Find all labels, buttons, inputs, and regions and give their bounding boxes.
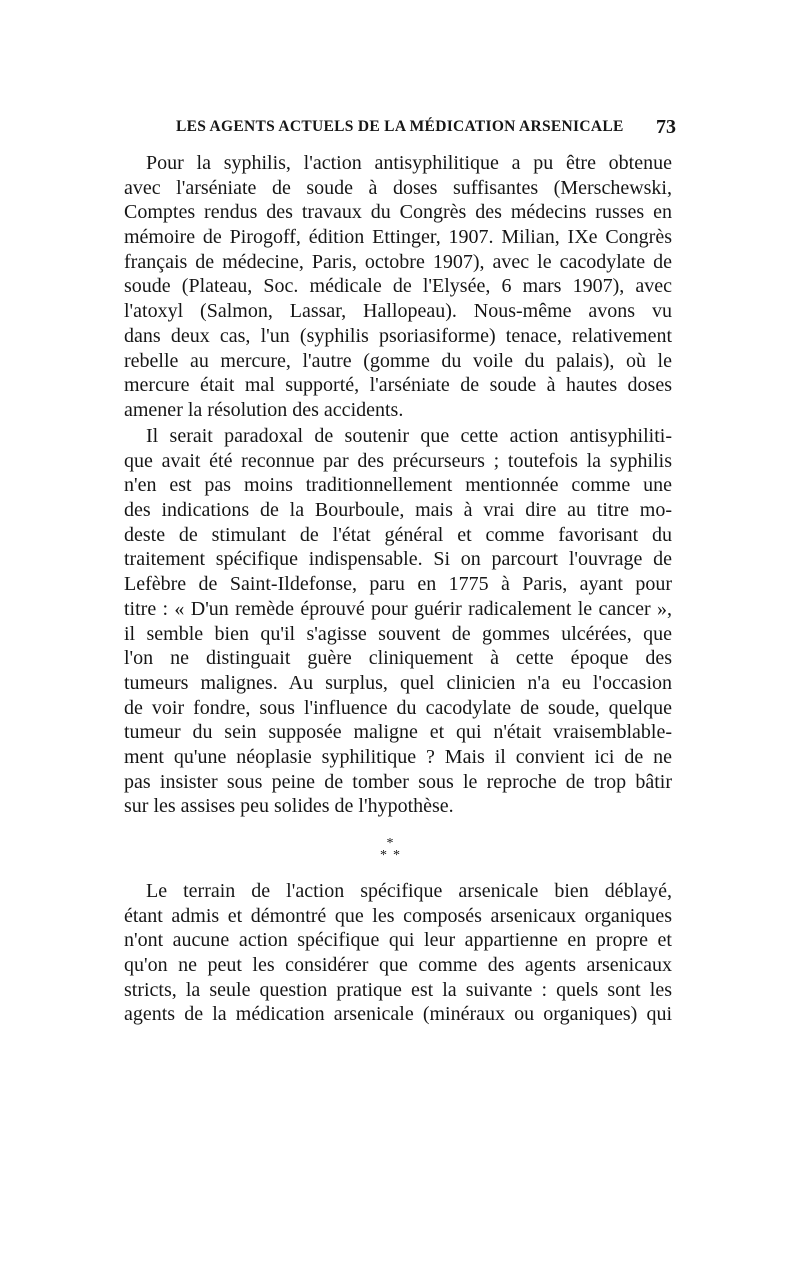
text-line: Pour la syphilis, l'action antisyphilitique a pu être obtenue	[146, 152, 672, 174]
text-line: titre : « D'un remède éprouvé pour guérir radicalement le cancer »,	[124, 597, 672, 620]
text-line: français de médecine, Paris, octobre 1907), avec le cacodylate de	[124, 250, 672, 273]
paragraph-precursors	[124, 424, 672, 819]
text-line: l'on ne distinguait guère cliniquement à cette époque des	[124, 647, 672, 670]
text-line: Lefèbre de Saint-Ildefonse, paru en 1775 à Paris, ayant pour	[124, 573, 672, 596]
running-header	[176, 116, 676, 140]
text-line: tumeurs malignes. Au surplus, quel clinicien n'a eu l'occasion	[124, 671, 672, 694]
text-line: mémoire de Pirogoff, édition Ettinger, 1907. Milian, IXe Congrès	[124, 226, 672, 249]
text-line: stricts, la seule question pratique est la suivante : quels sont les	[124, 978, 672, 1001]
text-line: tumeur du sein supposée maligne et qui n'était vraisemblable-	[124, 721, 672, 744]
asterism-top: *	[386, 836, 394, 851]
text-line: que avait été reconnue par des précurseurs ; toutefois la syphilis	[124, 449, 672, 472]
text-line: ment qu'une néoplasie syphilitique ? Mais il convient ici de ne	[124, 745, 672, 768]
text-line: étant admis et démontré que les composés arsenicaux organiques	[124, 904, 672, 927]
paragraph-arsenical-agents	[124, 879, 672, 1027]
text-line: n'en est pas moins traditionnellement mentionnée comme une	[124, 474, 672, 497]
chapter-title: LES AGENTS ACTUELS DE LA MÉDICATION ARSENICALE	[176, 118, 624, 135]
asterism-bottom: **	[380, 848, 406, 863]
text-line: agents de la médication arsenicale (minéraux ou organiques) qui	[124, 1003, 672, 1026]
text-line: qu'on ne peut les considérer que comme des agents arsenicaux	[124, 954, 672, 977]
text-line: avec l'arséniate de soude à doses suffisantes (Merschewski,	[124, 176, 672, 199]
page-number: 73	[656, 116, 676, 138]
section-separator-asterism	[360, 838, 420, 874]
text-line: n'ont aucune action spécifique qui leur appartienne en propre et	[124, 929, 672, 952]
text-line: deste de stimulant de l'état général et comme favorisant du	[124, 523, 672, 546]
text-line: dans deux cas, l'un (syphilis psoriasiforme) tenace, relativement	[124, 324, 672, 347]
text-line: rebelle au mercure, l'autre (gomme du voile du palais), où le	[124, 349, 672, 372]
text-line: l'atoxyl (Salmon, Lassar, Hallopeau). Nous-même avons vu	[124, 300, 672, 323]
text-line: des indications de la Bourboule, mais à vrai dire au titre mo-	[124, 499, 672, 522]
text-line: il semble bien qu'il s'agisse souvent de gommes ulcérées, que	[124, 622, 672, 645]
text-line: Le terrain de l'action spécifique arsenicale bien déblayé,	[146, 880, 672, 902]
paragraph-syphilis-treatment	[124, 151, 672, 423]
text-line: sur les assises peu solides de l'hypothèse.	[124, 795, 454, 818]
text-line: amener la résolution des accidents.	[124, 398, 404, 421]
text-line: pas insister sous peine de tomber sous le reproche de trop bâtir	[124, 770, 672, 793]
text-line: Il serait paradoxal de soutenir que cette action antisyphiliti-	[146, 425, 672, 447]
text-line: soude (Plateau, Soc. médicale de l'Elysée, 6 mars 1907), avec	[124, 275, 672, 298]
text-line: Comptes rendus des travaux du Congrès des médecins russes en	[124, 201, 672, 224]
text-line: de voir fondre, sous l'influence du cacodylate de soude, quelque	[124, 696, 672, 719]
text-line: traitement spécifique indispensable. Si on parcourt l'ouvrage de	[124, 548, 672, 571]
text-line: mercure était mal supporté, l'arséniate de soude à hautes doses	[124, 374, 672, 397]
